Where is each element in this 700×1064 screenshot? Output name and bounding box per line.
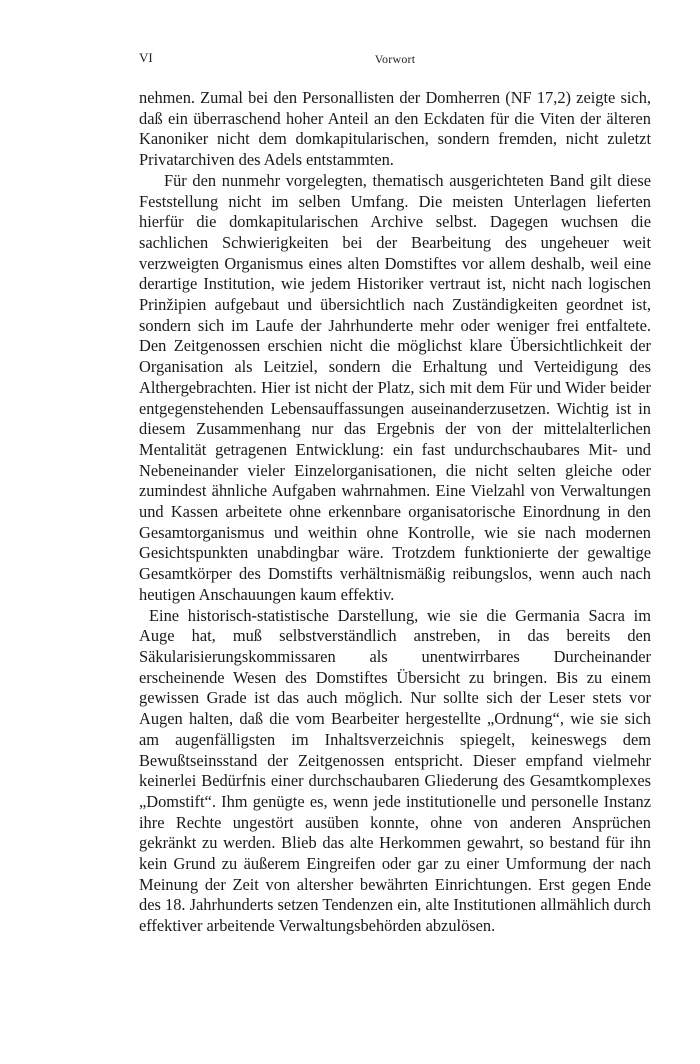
- paragraph-continuation: nehmen. Zumal bei den Personallisten der Domherren (NF 17,2) zeigte sich, daß ein überraschend hoher Anteil an den Eckdaten für die Viten der älteren Kanoniker nicht dem domkapitularischen, sondern fremden, nicht zuletzt Privatarchiven des Adels entstammten.: [139, 88, 651, 170]
- paragraph: Eine historisch-statistische Darstellung, wie sie die Germania Sacra im Auge hat, muß selbstverständlich anstreben, in das bereits den Säkularisierungskommissaren als unentwirrbares Durcheinander erscheinende Wesen des Domstiftes Übersicht zu bringen. Bis zu einem gewissen Grade ist das auch möglich. Nur sollte sich der Leser stets vor Augen halten, daß die vom Bearbeiter hergestellte „Ordnung“, wie sie sich am augenfälligsten im Inhaltsverzeichnis spiegelt, keineswegs dem Bewußtseinsstand der Zeitgenossen entspricht. Dieser empfand vielmehr keinerlei Bedürfnis einer durchschaubaren Gliederung des Gesamtkomplexes „Domstift“. Ihm genügte es, wenn jede institutionelle und personelle Instanz ihre Rechte ungestört ausüben konnte, ohne von anderen Ansprüchen gekränkt zu werden. Blieb das alte Herkommen gewahrt, so bestand für ihn kein Grund zu äußerem Eingreifen oder gar zu einer Umformung der nach Meinung der Zeit von altersher bewährten Einrichtungen. Erst gegen Ende des 18. Jahrhunderts setzen Tendenzen ein, alte Institutionen allmählich durch effektiver arbeitende Verwaltungsbehörden abzulösen.: [139, 605, 651, 936]
- paragraph: Für den nunmehr vorgelegten, thematisch ausgerichteten Band gilt diese Feststellung nicht im selben Umfang. Die meisten Unterlagen lieferten hierfür die domkapitularischen Archive selbst. Dagegen wuchsen die sachlichen Schwierigkeiten bei der Bearbeitung des ungeheuer weit verzweigten Organismus eines alten Domstiftes vor allem deshalb, weil eine derartige Institution, wie jedem Historiker vertraut ist, nicht nach logischen Prinžipien aufgebaut und übersichtlich nach Zuständigkeiten geordnet ist, sondern sich im Laufe der Jahrhunderte mehr oder weniger frei entfaltete. Den Zeitgenossen erschien nicht die möglichst klare Übersichtlichkeit der Organisation als Leitziel, sondern die Erhaltung und Verteidigung des Althergebrachten. Hier ist nicht der Platz, sich mit dem Für und Wider beider entgegenstehenden Lebensauffassungen auseinanderzusetzen. Wichtig ist in diesem Zusammenhang nur das Ergebnis der von der mittelalterlichen Mentalität getragenen Entwicklung: ein fast undurchschaubares Mit- und Nebeneinander vieler Einzelorganisationen, die nicht selten gleiche oder zumindest ähnliche Aufgaben wahrnahmen. Eine Vielzahl von Verwaltungen und Kassen arbeitete ohne erkennbare organisatorische Einordnung in den Gesamtorganismus und weithin ohne Kontrolle, wie sie nach modernen Gesichtspunkten unabdingbar wäre. Trotzdem funktionierte der gewaltige Gesamtkörper des Domstifts verhältnismäßig reibungslos, wenn auch nach heutigen Anschauungen kaum effektiv.: [139, 170, 651, 604]
- page-header: [139, 50, 651, 70]
- body-text: [139, 88, 651, 937]
- page-number: VI: [139, 50, 153, 65]
- running-title: Vorwort: [374, 52, 416, 66]
